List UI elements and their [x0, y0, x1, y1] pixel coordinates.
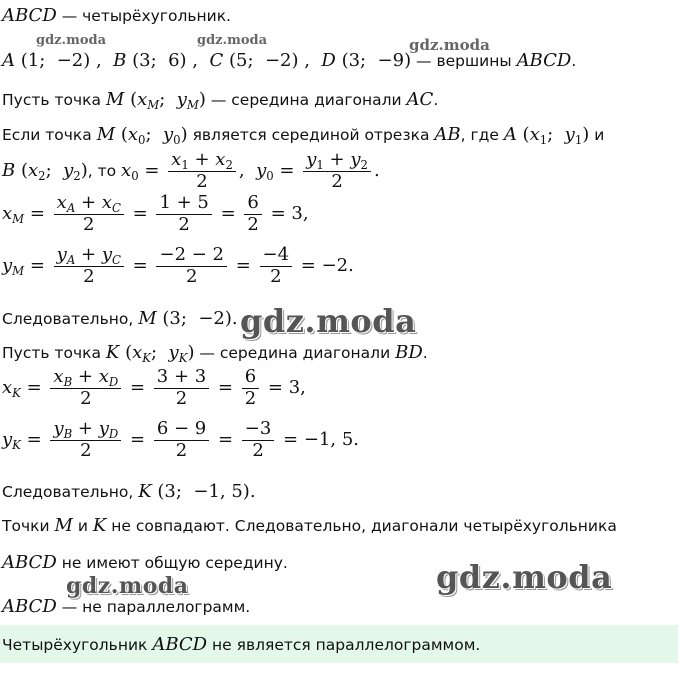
line-7: $y_M$ = $\frac{y_A + y_C}{2}$ = $\frac{-2 - 2}{2}$ = $\frac{-4}{2}$ = −2. [2, 244, 354, 287]
line-6: $x_M$ = $\frac{x_A + x_C}{2}$ = $\frac{1 + 5}{2}$ = $\frac{6}{2}$ = 3, [2, 192, 309, 235]
line-14: ABCD не имеют общую середину. [2, 552, 288, 573]
line-text: не совпадают. Следовательно, диагонали четырёхугольника [111, 517, 617, 535]
line-text: Если точка [2, 126, 92, 144]
line-13: Точки M и K не совпадают. Следовательно, диагонали четырёхугольника [2, 515, 617, 536]
watermark: gdz.moda [409, 36, 490, 54]
line-10: $x_K$ = $\frac{x_B + x_D}{2}$ = $\frac{3 + 3}{2}$ = $\frac{6}{2}$ = 3, [2, 366, 306, 409]
line-2: A (1; −2) , B (3; 6) , C (5; −2) , D (3; −9) — вершины ABCD. [2, 50, 577, 71]
answer-line: Четырёхугольник ABCD не является параллелограммом. [2, 634, 481, 655]
line-text: Точки [2, 517, 50, 535]
line-5: B ($x_2$; $y_2$), то $x_0$ = $\frac{x_1 + x_2}{2}$ , $y_0$ = $\frac{y_1 + y_2}{2}$ . [2, 149, 380, 192]
answer-box [0, 625, 678, 663]
line-text: Следовательно, [2, 310, 134, 328]
line-1: ABCD — четырёхугольник. [2, 5, 231, 26]
line-4: Если точка M ($x_0$; $y_0$) является серединой отрезка AB, где A ($x_1$; $y_1$) и [2, 124, 605, 148]
line-text: Пусть точка [2, 344, 101, 362]
line-11: $y_K$ = $\frac{y_B + y_D}{2}$ = $\frac{6 - 9}{2}$ = $\frac{-3}{2}$ = −1, 5. [2, 418, 360, 461]
line-text: Пусть точка [2, 91, 101, 109]
line-12: Следовательно, K (3; −1, 5). [2, 481, 256, 502]
line-text: , где [460, 126, 499, 144]
line-text: — середина диагонали [210, 91, 402, 109]
line-text: и [594, 126, 605, 144]
watermark: gdz.moda [36, 33, 107, 48]
line-8: Следовательно, M (3; −2). [2, 308, 238, 329]
line-3: Пусть точка M ($x_M$; $y_M$) — середина диагонали AC. [2, 89, 439, 113]
line-text: — четырёхугольник. [61, 7, 231, 25]
watermark: gdz.moda [436, 558, 613, 596]
watermark: gdz.moda [66, 573, 189, 599]
watermark: gdz.moda [240, 302, 417, 340]
line-text: — вершины [416, 52, 512, 70]
line-text: — не параллелограмм. [61, 598, 251, 616]
line-text: является серединой отрезка [192, 126, 430, 144]
line-text: , то [87, 162, 117, 181]
line-text: не имеют общую середину. [61, 554, 288, 572]
watermark: gdz.moda [197, 33, 268, 48]
line-text: Следовательно, [2, 483, 134, 501]
line-15: ABCD — не параллелограмм. [2, 596, 251, 617]
line-text: — середина диагонали [199, 344, 391, 362]
line-text: и [77, 517, 88, 535]
answer-text: не является параллелограммом. [212, 636, 481, 654]
line-9: Пусть точка K ($x_K$; $y_K$) — середина диагонали BD. [2, 342, 428, 366]
answer-text: Четырёхугольник [2, 636, 148, 654]
